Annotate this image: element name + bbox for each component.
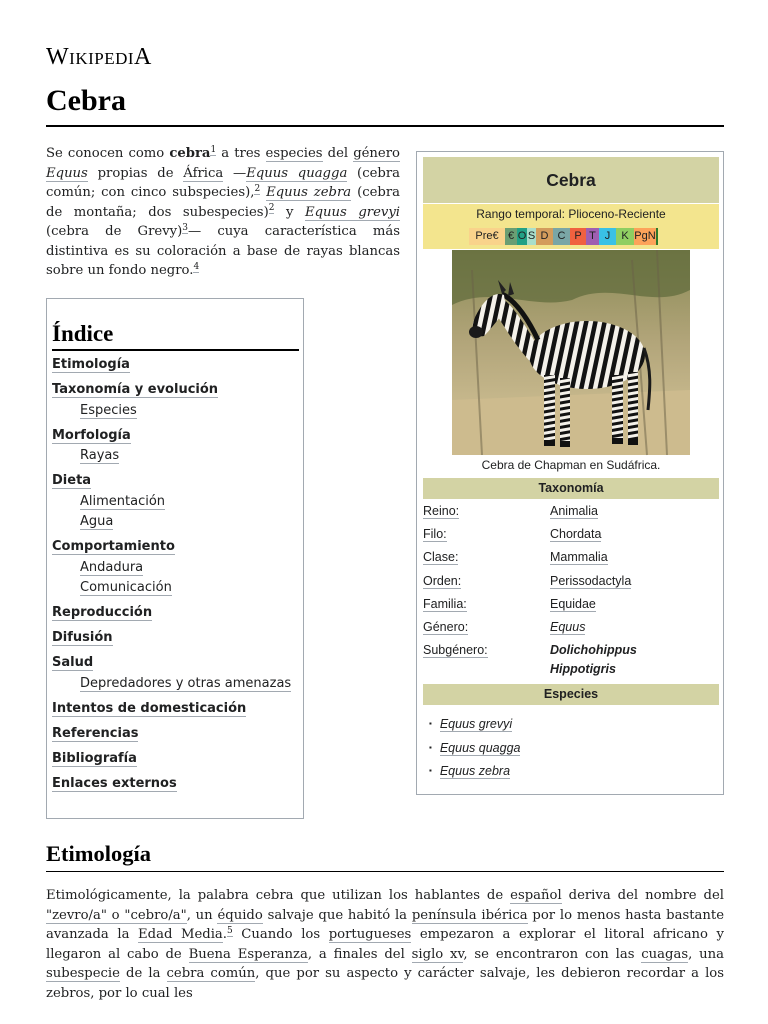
toc-item-label: Comunicación <box>80 580 172 595</box>
para-text: . <box>222 927 227 942</box>
para-text: , se encontraron con las <box>463 946 642 962</box>
toc-item[interactable] <box>52 699 298 720</box>
toc-item-label: Depredadores y otras amenazas <box>80 675 292 691</box>
taxonomy-row <box>423 597 719 619</box>
taxonomy-label[interactable] <box>423 574 461 588</box>
link-equus-zebra[interactable]: Equus zebra <box>266 185 352 200</box>
toc-item[interactable] <box>52 578 298 599</box>
toc-item[interactable] <box>52 380 298 401</box>
toc-item[interactable] <box>52 774 298 795</box>
toc-item[interactable] <box>52 749 298 770</box>
lead-text: (cebra común; con cinco subspecies), <box>46 165 401 200</box>
era-segment[interactable]: D <box>536 228 553 245</box>
lead-text: propias de <box>87 165 184 181</box>
para-text: Cuando los <box>232 927 329 942</box>
toc-item[interactable] <box>52 401 298 422</box>
temporal-range-label: Rango temporal: Plioceno-Reciente <box>476 207 666 221</box>
species-header: Especies <box>423 684 719 705</box>
era-segment[interactable]: S <box>527 228 536 245</box>
infobox-title: Cebra <box>423 157 719 203</box>
ref-link[interactable]: 3 <box>182 222 188 233</box>
link-genero[interactable]: género <box>353 146 400 161</box>
toc-item-label: Taxonomía y evolución <box>52 382 219 397</box>
lead-text: Se conocen como <box>46 146 170 161</box>
toc-item[interactable] <box>52 603 298 624</box>
toc-item-label: Especies <box>80 402 137 418</box>
toc-item-label: Referencias <box>52 725 139 741</box>
taxonomy-label-text: Reino: <box>423 504 460 518</box>
toc-item-label: Intentos de domesticación <box>52 700 247 716</box>
toc-item-label: Comportamiento <box>52 539 175 554</box>
species-link: Equus grevyi <box>439 717 513 731</box>
taxonomy-label-text: Género: <box>423 620 469 634</box>
toc-item-label: Enlaces externos <box>52 775 177 791</box>
toc-item-label: Bibliografía <box>52 750 137 766</box>
era-segment[interactable]: O <box>517 228 527 245</box>
toc-item[interactable] <box>52 512 298 533</box>
taxonomy-value[interactable] <box>550 527 601 541</box>
image-caption: Cebra de Chapman en Sudáfrica. <box>481 458 661 472</box>
species-item[interactable] <box>429 717 520 741</box>
link-equus-quagga[interactable]: Equus quagga <box>246 165 348 181</box>
lead-bold-term: cebra <box>169 146 211 161</box>
taxonomy-label-text: Familia: <box>423 596 467 611</box>
era-segment[interactable]: Pre€ <box>469 228 505 245</box>
lead-text: (cebra de Grevy) <box>46 224 183 239</box>
taxonomy-value-text: Equidae <box>550 596 596 611</box>
species-item[interactable] <box>429 764 520 788</box>
para-text: Etimológicamente, la palabra cebra que utilizan los hablantes de <box>46 888 511 903</box>
era-segment[interactable]: C <box>553 228 570 245</box>
geologic-era-bar <box>469 228 658 245</box>
toc-item[interactable] <box>52 537 298 558</box>
era-segment[interactable]: PgN <box>634 228 656 245</box>
species-link: Equus zebra <box>439 764 511 778</box>
section-heading: Etimología <box>46 841 151 866</box>
link-equus-grevyi[interactable]: Equus grevyi <box>304 204 400 220</box>
link-cebra-comun[interactable]: cebra común <box>166 966 256 981</box>
toc-item-label: Etimología <box>52 357 130 372</box>
section-divider <box>46 871 724 872</box>
toc-item[interactable] <box>52 674 298 695</box>
section-paragraph <box>46 886 725 1001</box>
para-text: deriva del nombre del <box>561 888 724 903</box>
zebra-photo[interactable] <box>452 250 690 455</box>
logo-last-letter: A <box>134 44 152 70</box>
link-zevro[interactable]: "zevro/a" o "cebro/a" <box>46 907 187 923</box>
para-text: , que por su aspecto y carácter salvaje, les debieron recordar a los zebros, por lo cual les <box>46 966 725 1001</box>
taxonomy-value[interactable] <box>550 550 608 564</box>
taxonomy-row <box>423 504 719 526</box>
toc-title: Índice <box>52 321 299 351</box>
taxonomy-row <box>423 574 719 596</box>
link-especies[interactable]: especies <box>265 146 323 161</box>
toc-item-label: Reproducción <box>52 605 153 620</box>
title-divider <box>46 125 724 127</box>
page-title: Cebra <box>46 84 126 117</box>
taxonomy-value[interactable]: Hippotigris <box>550 662 616 676</box>
taxonomy-value-text: Animalia <box>550 504 598 518</box>
present-marker <box>656 228 658 245</box>
ref-link[interactable]: 5 <box>227 925 233 936</box>
infobox <box>416 151 724 795</box>
logo-first-letter: W <box>46 44 70 70</box>
toc-item[interactable] <box>52 355 298 376</box>
lead-text: — <box>223 165 247 181</box>
toc-item-label: Difusión <box>52 630 113 645</box>
taxonomy-value-text: Perissodactyla <box>550 573 632 588</box>
table-of-contents <box>46 298 304 819</box>
taxonomy-value[interactable] <box>550 643 637 657</box>
taxonomy-label-text: Filo: <box>423 527 447 542</box>
taxonomy-label-text: Orden: <box>423 573 462 588</box>
lead-text: — cuya característica más distintiva es su coloración a base de rayas blancas sobre un fondo negro. <box>46 224 400 278</box>
taxonomy-label-text: Subgénero: <box>423 643 488 658</box>
link-equido[interactable]: équido <box>217 907 263 923</box>
toc-item-label: Salud <box>52 655 94 670</box>
toc-item[interactable] <box>52 471 298 492</box>
toc-item[interactable] <box>52 653 298 674</box>
ref-link[interactable]: 4 <box>193 261 200 272</box>
para-text: empezaron a explorar el litoral africano y llegaron al cabo de <box>46 927 725 962</box>
species-item[interactable] <box>429 741 520 765</box>
link-buena-esperanza[interactable]: Buena Esperanza <box>188 946 308 962</box>
toc-item[interactable] <box>52 628 298 649</box>
toc-item-label: Morfología <box>52 427 131 443</box>
taxonomy-label[interactable] <box>423 504 459 518</box>
taxonomy-label-text: Clase: <box>423 550 459 565</box>
era-segment[interactable]: P <box>570 228 586 245</box>
link-cuagas[interactable]: cuagas <box>641 946 689 962</box>
taxonomy-value-text: Dolichohippus <box>550 643 637 658</box>
toc-item[interactable] <box>52 724 298 745</box>
toc-item[interactable] <box>52 492 298 513</box>
taxonomy-value-text: Mammalia <box>550 550 608 565</box>
link-africa[interactable]: África <box>183 165 224 181</box>
ref-link[interactable]: 2 <box>268 203 275 214</box>
toc-item-label: Rayas <box>80 448 120 463</box>
link-siglo-xv[interactable]: siglo xv <box>411 946 464 962</box>
link-portugueses[interactable]: portugueses <box>328 927 412 942</box>
taxonomy-label[interactable] <box>423 620 468 634</box>
link-subespecie[interactable]: subespecie <box>46 966 120 981</box>
para-text: salvaje que habitó la <box>262 907 412 923</box>
taxonomy-value[interactable] <box>550 574 631 588</box>
taxonomy-value-text: Equus <box>550 620 586 634</box>
toc-item-label: Andadura <box>80 559 144 575</box>
lead-text: y <box>274 204 305 220</box>
toc-item-label: Dieta <box>52 473 92 488</box>
lead-text: del <box>322 146 354 161</box>
taxonomy-label[interactable] <box>423 643 488 657</box>
taxonomy-row <box>423 550 719 572</box>
era-segment[interactable]: J <box>599 228 616 245</box>
lead-paragraph <box>46 144 400 281</box>
para-text: , un <box>186 907 218 923</box>
species-link: Equus quagga <box>439 740 521 755</box>
link-equus[interactable]: Equus <box>46 165 88 181</box>
temporal-range <box>423 204 719 249</box>
taxonomy-label[interactable] <box>423 550 458 564</box>
lead-text: (cebra de montaña; dos subespecies) <box>46 185 401 220</box>
taxonomy-label[interactable] <box>423 527 447 541</box>
taxonomy-row-extra <box>423 662 719 684</box>
taxonomy-value[interactable] <box>550 504 598 518</box>
taxonomy-label[interactable] <box>423 597 467 611</box>
para-text: , a finales del <box>307 946 412 962</box>
toc-item-label: Agua <box>80 514 114 529</box>
taxonomy-row <box>423 620 719 642</box>
link-edad-media[interactable]: Edad Media <box>138 927 223 942</box>
era-segment[interactable]: K <box>616 228 634 245</box>
taxonomy-value[interactable] <box>550 620 585 634</box>
era-segment[interactable]: € <box>505 228 517 245</box>
toc-item-label: Alimentación <box>80 493 166 509</box>
taxonomy-value-text: Chordata <box>550 527 602 542</box>
toc-item[interactable] <box>52 446 298 467</box>
species-list <box>429 717 520 788</box>
era-segment[interactable]: T <box>586 228 599 245</box>
lead-text: a tres <box>216 146 266 161</box>
toc-item[interactable] <box>52 426 298 447</box>
ref-link[interactable]: 1 <box>210 144 217 155</box>
toc-list <box>52 355 298 794</box>
taxonomy-header: Taxonomía <box>423 478 719 499</box>
para-text: , una <box>688 946 724 962</box>
taxonomy-value[interactable] <box>550 597 596 611</box>
logo-middle: ikipedi <box>69 44 135 70</box>
link-peninsula-iberica[interactable]: península ibérica <box>411 907 528 923</box>
ref-link[interactable]: 2 <box>254 183 261 194</box>
taxonomy-row <box>423 527 719 549</box>
link-espanol[interactable]: español <box>510 888 562 903</box>
wikipedia-logo[interactable] <box>46 44 152 71</box>
para-text: de la <box>119 966 167 981</box>
para-text: por lo menos hasta bastante avanzada la <box>46 907 725 942</box>
toc-item[interactable] <box>52 558 298 579</box>
